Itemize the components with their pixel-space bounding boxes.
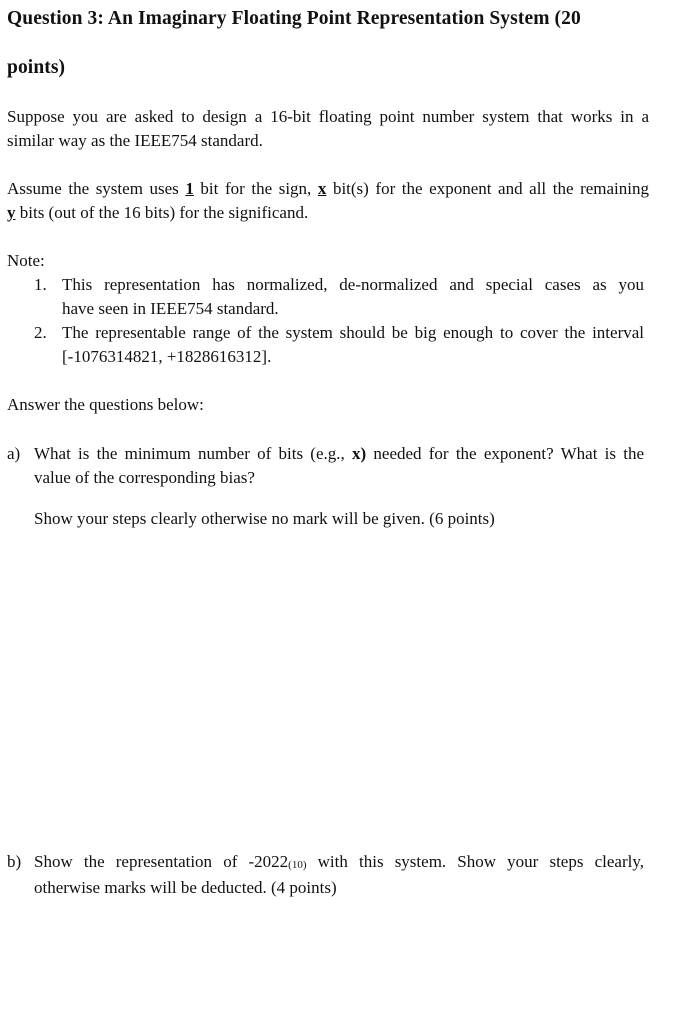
question-title-line1: Question 3: An Imaginary Floating Point Representation System (20 [7, 8, 581, 29]
note-item-2-line2: [-1076314821, +1828616312]. [62, 347, 272, 366]
answer-prompt: Answer the questions below: [7, 395, 204, 414]
assume-line1 [7, 177, 649, 201]
intro-line2: similar way as the IEEE754 standard. [7, 131, 263, 150]
note-item-1 [62, 273, 644, 321]
assume-seg2: bit for the sign, [193, 179, 318, 198]
part-b-line1 [34, 850, 644, 876]
part-b-line1-pre: Show the representation of -2022 [34, 852, 289, 871]
note-item-1-number: 1. [34, 275, 47, 294]
note-item-2-number: 2. [34, 323, 47, 342]
assume-paragraph [7, 177, 649, 225]
significand-variable: y [7, 203, 16, 222]
intro-paragraph [7, 105, 649, 153]
intro-line1: Suppose you are asked to design a 16-bit floating point number system that works in a [7, 107, 649, 126]
part-b-base-subscript: (10) [288, 859, 307, 871]
part-a-line1-pre: What is the minimum number of bits (e.g., [34, 444, 352, 463]
part-b-line1-post: with this system. Show your steps clearly, [306, 852, 644, 871]
note-label: Note: [7, 251, 45, 270]
part-b-label: b) [7, 852, 22, 871]
part-a-question [34, 442, 644, 490]
assume-line2 [7, 201, 649, 225]
question-title-line2: points) [7, 57, 66, 78]
note-item-2-line1: The representable range of the system should be big enough to cover the interval [62, 323, 644, 342]
part-b-question [34, 850, 644, 900]
assume-seg3: bit(s) for the exponent and all the remaining [326, 179, 649, 198]
exponent-variable: x [317, 179, 327, 198]
note-item-2 [62, 321, 644, 369]
part-a-line2: value of the corresponding bias? [34, 468, 255, 487]
sign-bits-value: 1 [185, 179, 194, 198]
assume-seg1: Assume the system uses [7, 179, 186, 198]
part-a-instruction: Show your steps clearly otherwise no mark will be given. (6 points) [34, 509, 495, 528]
part-a-line1 [34, 442, 644, 466]
note-item-1-line1: This representation has normalized, de-normalized and special cases as you [62, 275, 644, 294]
assume-seg4: bits (out of the 16 bits) for the significand. [15, 203, 309, 222]
part-b-line2: otherwise marks will be deducted. (4 points) [34, 878, 337, 897]
part-a-exponent-var: x) [352, 444, 367, 463]
note-item-1-line2: have seen in IEEE754 standard. [62, 299, 279, 318]
part-a-line1-post: needed for the exponent? What is the [366, 444, 644, 463]
part-a-label: a) [7, 444, 21, 463]
